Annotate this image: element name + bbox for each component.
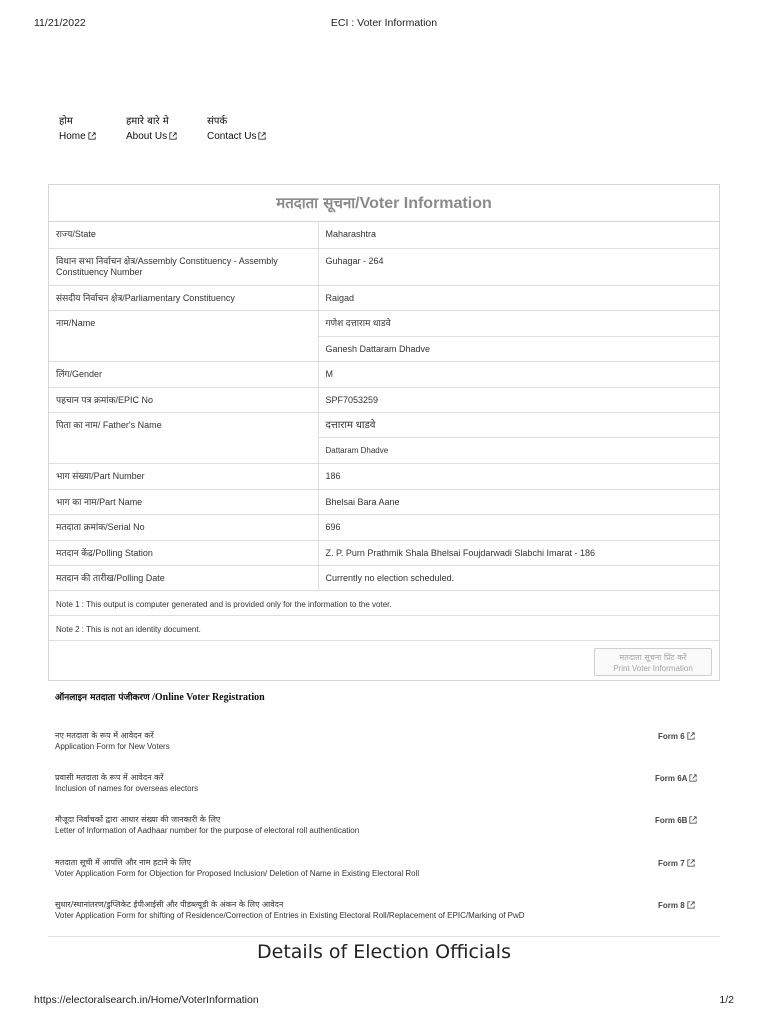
note-1: Note 1 : This output is computer generated and is provided only for the information to the voter. <box>49 590 719 615</box>
nav-home-label: Home <box>59 131 86 142</box>
form-8-description: Voter Application Form for shifting of Residence/Correction of Entries in Existing Electoral Roll/Replacement of EPIC/Marking of PwD <box>55 911 525 920</box>
name-value-english: Ganesh Dattaram Dhadve <box>318 336 719 361</box>
serial-no-label: मतदाता क्रमांक/Serial No <box>49 514 318 540</box>
external-link-icon <box>689 816 697 824</box>
external-link-icon <box>687 901 695 909</box>
voter-info-table <box>49 222 719 641</box>
form-6a-link-label: Form 6A <box>655 774 688 783</box>
polling-date-value: Currently no election scheduled. <box>318 565 719 590</box>
list-item <box>55 899 703 925</box>
print-area <box>49 641 719 681</box>
form-6-description: Application Form for New Voters <box>55 742 170 751</box>
nav-about-us[interactable] <box>126 114 177 144</box>
parliamentary-constituency-value: Raigad <box>318 285 719 310</box>
form-6-link[interactable] <box>658 732 695 741</box>
table-row <box>49 514 719 540</box>
part-number-label: भाग संख्या/Part Number <box>49 463 318 489</box>
parliamentary-constituency-label: संसदीय निर्वाचन क्षेत्र/Parliamentary Constituency <box>49 285 318 310</box>
nav-home[interactable] <box>59 114 96 144</box>
table-row <box>49 540 719 565</box>
table-row <box>49 412 719 437</box>
card-title <box>49 185 719 222</box>
form-6b-link[interactable] <box>655 816 697 825</box>
table-row <box>49 489 719 514</box>
state-label: राज्य/State <box>49 222 318 248</box>
nav-about-label: About Us <box>126 131 168 142</box>
assembly-constituency-value: Guhagar - 264 <box>318 248 719 285</box>
polling-station-label: मतदान केंद्र/Polling Station <box>49 540 318 565</box>
form-7-link-label: Form 7 <box>658 859 685 868</box>
form-6-link-label: Form 6 <box>658 732 685 741</box>
table-row <box>49 222 719 248</box>
print-date: 11/21/2022 <box>34 17 86 29</box>
external-link-icon <box>687 859 695 867</box>
form-7-hindi: मतदाता सूची में आपत्ति और नाम हटाने के लिए <box>55 858 191 867</box>
print-voter-information-button[interactable] <box>594 648 712 676</box>
epic-no-label: पहचान पत्र क्रमांक/EPIC No <box>49 387 318 412</box>
card-title-hindi: मतदाता सूचना <box>276 194 356 212</box>
print-url: https://electoralsearch.in/Home/VoterInformation <box>34 994 259 1006</box>
father-name-label: पिता का नाम/ Father's Name <box>49 412 318 463</box>
assembly-constituency-label: विधान सभा निर्वाचन क्षेत्र/Assembly Constituency - Assembly Constituency Number <box>49 248 318 285</box>
print-title: ECI : Voter Information <box>330 17 438 29</box>
state-value: Maharashtra <box>318 222 719 248</box>
external-link-icon <box>687 732 695 740</box>
table-row <box>49 590 719 615</box>
print-header <box>34 17 734 31</box>
list-item <box>55 730 703 756</box>
registration-heading-hindi: ऑनलाइन मतदाता पंजीकरण <box>55 693 150 703</box>
name-value-hindi: गणेश दत्ताराम धाडवे <box>318 310 719 336</box>
table-row <box>49 285 719 310</box>
nav-about-hindi: हमारे बारे मे <box>126 116 169 127</box>
name-label: नाम/Name <box>49 310 318 361</box>
page-number: 1/2 <box>719 994 734 1006</box>
nav-contact-hindi: संपर्क <box>207 116 228 127</box>
print-footer <box>34 994 734 1008</box>
table-row <box>49 387 719 412</box>
epic-no-value: SPF7053259 <box>318 387 719 412</box>
nav-contact-label: Contact Us <box>207 131 257 142</box>
list-item <box>55 814 703 840</box>
form-6b-hindi: मौजूदा निर्वाचकों द्वारा आधार संख्या की जानकारी के लिए <box>55 815 221 824</box>
table-row <box>49 615 719 640</box>
table-row <box>49 463 719 489</box>
father-name-value-english: Dattaram Dhadve <box>318 437 719 463</box>
nav-contact-us[interactable] <box>207 114 266 144</box>
nav-home-hindi: होम <box>59 116 73 127</box>
form-6a-description: Inclusion of names for overseas electors <box>55 784 199 793</box>
table-row <box>49 361 719 387</box>
list-item <box>55 857 703 883</box>
table-row <box>49 565 719 590</box>
table-row <box>49 310 719 336</box>
form-6a-link[interactable] <box>655 774 697 783</box>
external-link-icon <box>169 132 177 140</box>
note-2: Note 2 : This is not an identity document. <box>49 615 719 640</box>
external-link-icon <box>88 132 96 140</box>
election-officials-heading: Details of Election Officials <box>257 941 511 963</box>
part-number-value: 186 <box>318 463 719 489</box>
form-7-description: Voter Application Form for Objection for Proposed Inclusion/ Deletion of Name in Existing Electoral Roll <box>55 869 420 878</box>
print-button-hindi: मतदाता सूचना प्रिंट करें <box>619 652 687 662</box>
form-8-hindi: सुधार/स्थानांतरण/डुप्लिकेट ईपीआईसी और पीडब्ल्यूडी के अंकन के लिए आवेदन <box>55 900 284 909</box>
part-name-label: भाग का नाम/Part Name <box>49 489 318 514</box>
polling-station-value: Z. P. Purn Prathmik Shala Bhelsai Foujdarwadi Slabchi Imarat - 186 <box>318 540 719 565</box>
print-button-english: Print Voter Information <box>613 663 693 673</box>
father-name-value-hindi: दत्ताराम धाडवे <box>318 412 719 437</box>
form-6a-hindi: प्रवासी मतदाता के रूप में आवेदन करें <box>55 773 164 782</box>
form-8-link-label: Form 8 <box>658 901 685 910</box>
registration-heading-english: /Online Voter Registration <box>149 692 265 703</box>
card-title-english: /Voter Information <box>355 195 492 212</box>
form-6b-link-label: Form 6B <box>655 816 688 825</box>
part-name-value: Bhelsai Bara Aane <box>318 489 719 514</box>
external-link-icon <box>689 774 697 782</box>
polling-date-label: मतदान की तारीख/Polling Date <box>49 565 318 590</box>
voter-information-card <box>48 184 720 681</box>
gender-label: लिंग/Gender <box>49 361 318 387</box>
list-item <box>55 772 703 798</box>
serial-no-value: 696 <box>318 514 719 540</box>
gender-value: M <box>318 361 719 387</box>
form-6b-description: Letter of Information of Aadhaar number for the purpose of electoral roll authentication <box>55 826 360 835</box>
table-row <box>49 248 719 285</box>
form-6-hindi: नए मतदाता के रूप में आवेदन करें <box>55 731 154 740</box>
form-8-link[interactable] <box>658 901 695 910</box>
external-link-icon <box>258 132 266 140</box>
section-divider <box>48 936 720 937</box>
form-7-link[interactable] <box>658 859 695 868</box>
online-registration-heading <box>55 690 265 703</box>
